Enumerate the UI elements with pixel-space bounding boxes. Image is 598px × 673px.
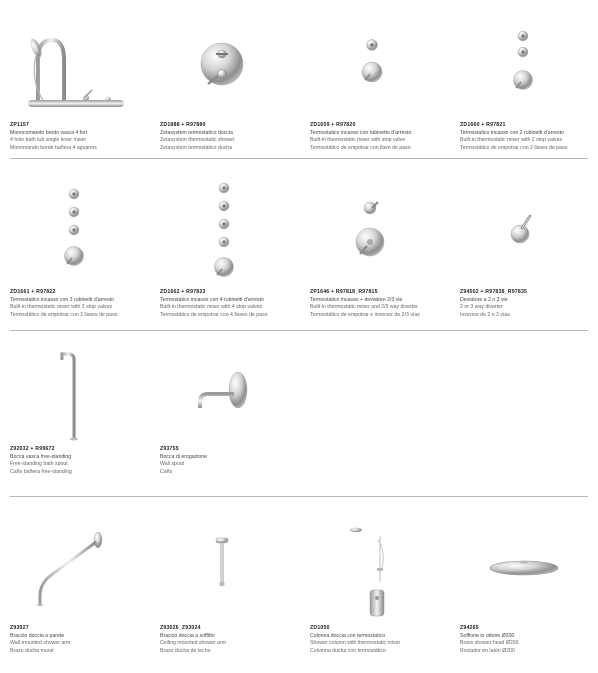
product-code: Z92032 + R99672 [10, 446, 55, 452]
product-name-en: 2 or 3 way diverter [460, 304, 503, 311]
product-code: ZD1888 + R97880 [160, 122, 206, 128]
product-name-es: Brazo ducha mural [10, 647, 54, 654]
product-code: Z93026_Z93024 [160, 625, 201, 631]
product-code: ZP1157 [10, 122, 30, 128]
product-name-it: Colonna doccia con termostatico [310, 632, 386, 639]
product-name-es: Termostático de empotrar con llave de paso [310, 144, 411, 151]
product-name-it: Termostatico incasso con 2 rubinetti d'arresto [460, 129, 564, 136]
product-name-en: Built-in thermostatic mixer with 4 stop valves [160, 304, 263, 311]
product-name-es: Zetasystem termostático ducha [160, 144, 233, 151]
thermostatic-diverter-icon [300, 172, 450, 282]
product-name-es: Termostático de empotrar con 4 llaves de paso [160, 311, 268, 318]
product-code: Z94265 [460, 625, 479, 631]
product-name-es: Termostático de empotrar e inversor de 2/3 vías [310, 311, 420, 318]
thermostatic-4-valves-icon [150, 172, 300, 282]
product-name-es: Caño [160, 468, 173, 475]
product-name-it: Termostatico incasso con 3 rubinetti d'arresto [10, 296, 114, 303]
product-name-en: Built-in thermostatic mixer with 3 stop valves [10, 304, 113, 311]
product-name-it: Termostatico incasso con 4 rubinetti d'arresto [160, 296, 264, 303]
diverter-icon [450, 172, 598, 282]
thermostatic-1-valve-icon [300, 10, 450, 120]
shower-head-icon [450, 512, 598, 622]
product-code: ZD1662 + R97823 [160, 289, 206, 295]
product-name-en: Zetasystem thermostatic shower [160, 137, 235, 144]
product-name-en: Wall-mounted shower arm [10, 640, 71, 647]
product-name-es: Monomando borde bañera 4 agujeros [10, 144, 97, 151]
bath-tub-mixer-icon [0, 10, 150, 120]
product-code: ZP1646 + R97818_R97815 [310, 289, 378, 295]
product-name-en: Brass shower head Ø200 [460, 640, 519, 647]
product-name-it: Braccio doccia a soffitto [160, 632, 215, 639]
row-divider [10, 158, 588, 159]
product-name-es: Termostático de empotrar con 2 llaves de paso [460, 144, 568, 151]
product-code: ZD1659 + R97820 [310, 122, 356, 128]
product-code: Z94502 + R97838_R97835 [460, 289, 528, 295]
thermostatic-plate-icon [150, 10, 300, 120]
product-name-it: Termostatico incasso con rubinetto d'arresto [310, 129, 412, 136]
ceiling-arm-icon [150, 512, 300, 622]
freestanding-spout-icon [0, 342, 150, 452]
product-name-en: Free-standing bath spout [10, 461, 68, 468]
product-name-en: Wall spout [160, 461, 185, 468]
product-name-it: Zetasystem termostatico doccia [160, 129, 233, 136]
product-name-es: Columna ducha con termostático [310, 647, 386, 654]
product-name-it: Bocca di erogazione [160, 453, 208, 460]
thermostatic-3-valves-icon [0, 172, 150, 282]
product-name-it: Soffione in ottone Ø200 [460, 632, 515, 639]
product-name-en: 4 hole bath tub single lever mixer [10, 137, 87, 144]
product-name-it: Braccio doccia a parete [10, 632, 65, 639]
product-name-es: Brazo ducha de techo [160, 647, 211, 654]
product-name-es: Rociador en latón Ø200 [460, 647, 515, 654]
product-name-it: Deviatore a 2 o 3 vie [460, 296, 508, 303]
product-code: ZD1661 + R97822 [10, 289, 56, 295]
product-code: ZD1660 + R97821 [460, 122, 506, 128]
shower-column-icon [300, 512, 450, 622]
thermostatic-2-valves-icon [450, 10, 598, 120]
row-divider [10, 496, 588, 497]
shower-arm-icon [0, 512, 150, 622]
row-divider [10, 330, 588, 331]
product-name-es: Termostático de empotrar con 3 llaves de paso [10, 311, 118, 318]
product-name-es: Inversor de 2 o 3 vías [460, 311, 510, 318]
product-code: Z93755 [160, 446, 179, 452]
product-code: Z93027 [10, 625, 29, 631]
product-name-en: Built-in thermostatic mixer with 2 stop valves [460, 137, 563, 144]
product-name-en: Ceiling mounted shower arm [160, 640, 227, 647]
product-name-en: Shower column with thermostatic mixer [310, 640, 401, 647]
product-name-en: Built-in thermostatic mixer with stop valve [310, 137, 406, 144]
wall-spout-icon [150, 342, 300, 452]
product-name-es: Caño bañera free-standing [10, 468, 72, 475]
product-name-en: Built-in thermostatic mixer and 2/3 way diverter [310, 304, 418, 311]
product-name-it: Monocomando bordo vasca 4 fori [10, 129, 87, 136]
product-name-it: Bocca vasca free-standing [10, 453, 72, 460]
product-name-it: Termostatico incasso + deviatore 2/3 vie [310, 296, 403, 303]
product-code: ZD1050 [310, 625, 330, 631]
